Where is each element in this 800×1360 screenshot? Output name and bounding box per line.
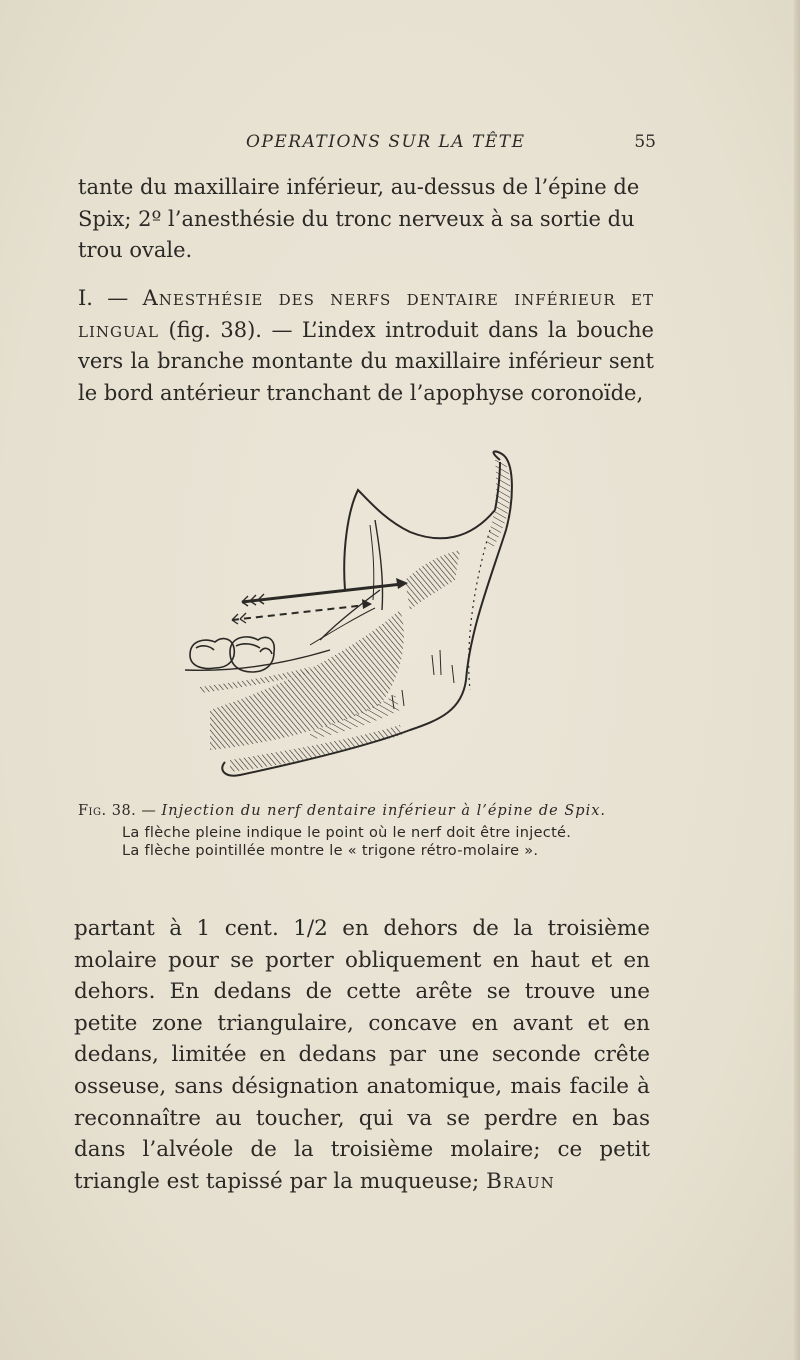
page-edge	[794, 0, 800, 1360]
caption-title	[78, 802, 654, 820]
page-header	[78, 132, 656, 156]
running-head: OPERATIONS SUR LA TÊTE	[246, 132, 526, 152]
figure-label: Fig. 38.	[78, 803, 137, 819]
paragraph-3	[74, 913, 650, 1197]
paragraph-2	[78, 283, 654, 409]
section-number: I. —	[78, 286, 143, 310]
mandible-illustration	[170, 440, 550, 800]
paragraph-3-body: partant à 1 cent. 1/2 en dehors de la troisième molaire pour se porter obliquement en haut et en dehors. En dedans de cette arête se trouve une petite zone triangulaire, concave en avant et en dedans, limitée en dedans par une seconde crête osseuse, sans désignation anatomique, mais facile à reconnaître au toucher, qui va se perdre en bas dans l’alvéole de la troisième molaire; ce petit triangle est tapissé par la muqueuse;	[74, 916, 650, 1194]
author-name: Braun	[486, 1168, 555, 1194]
paragraph-1: tante du maxillaire inférieur, au-dessus de l’épine de Spix; 2º l’anesthésie du tronc nerveux à sa sortie du trou ovale.	[78, 175, 640, 262]
paragraph-2-body: (fig. 38). — L’index introduit dans la bouche vers la branche montante du maxillaire inférieur sent le bord antérieur tranchant de l’apophyse coronoïde,	[78, 317, 654, 405]
caption-line-1: La flèche pleine indique le point où le nerf doit être injecté.	[122, 825, 572, 841]
caption-dash: —	[136, 803, 162, 819]
caption-line-2: La flèche pointillée montre le « trigone rétro-molaire ».	[122, 843, 539, 859]
caption-heading: Injection du nerf dentaire inférieur à l’épine de Spix.	[161, 803, 606, 819]
molars	[190, 637, 274, 672]
page-number: 55	[634, 132, 656, 152]
figure-caption	[78, 802, 654, 860]
section-heading: Anesthésie des nerfs dentaire inférieur et lingual	[78, 286, 654, 342]
